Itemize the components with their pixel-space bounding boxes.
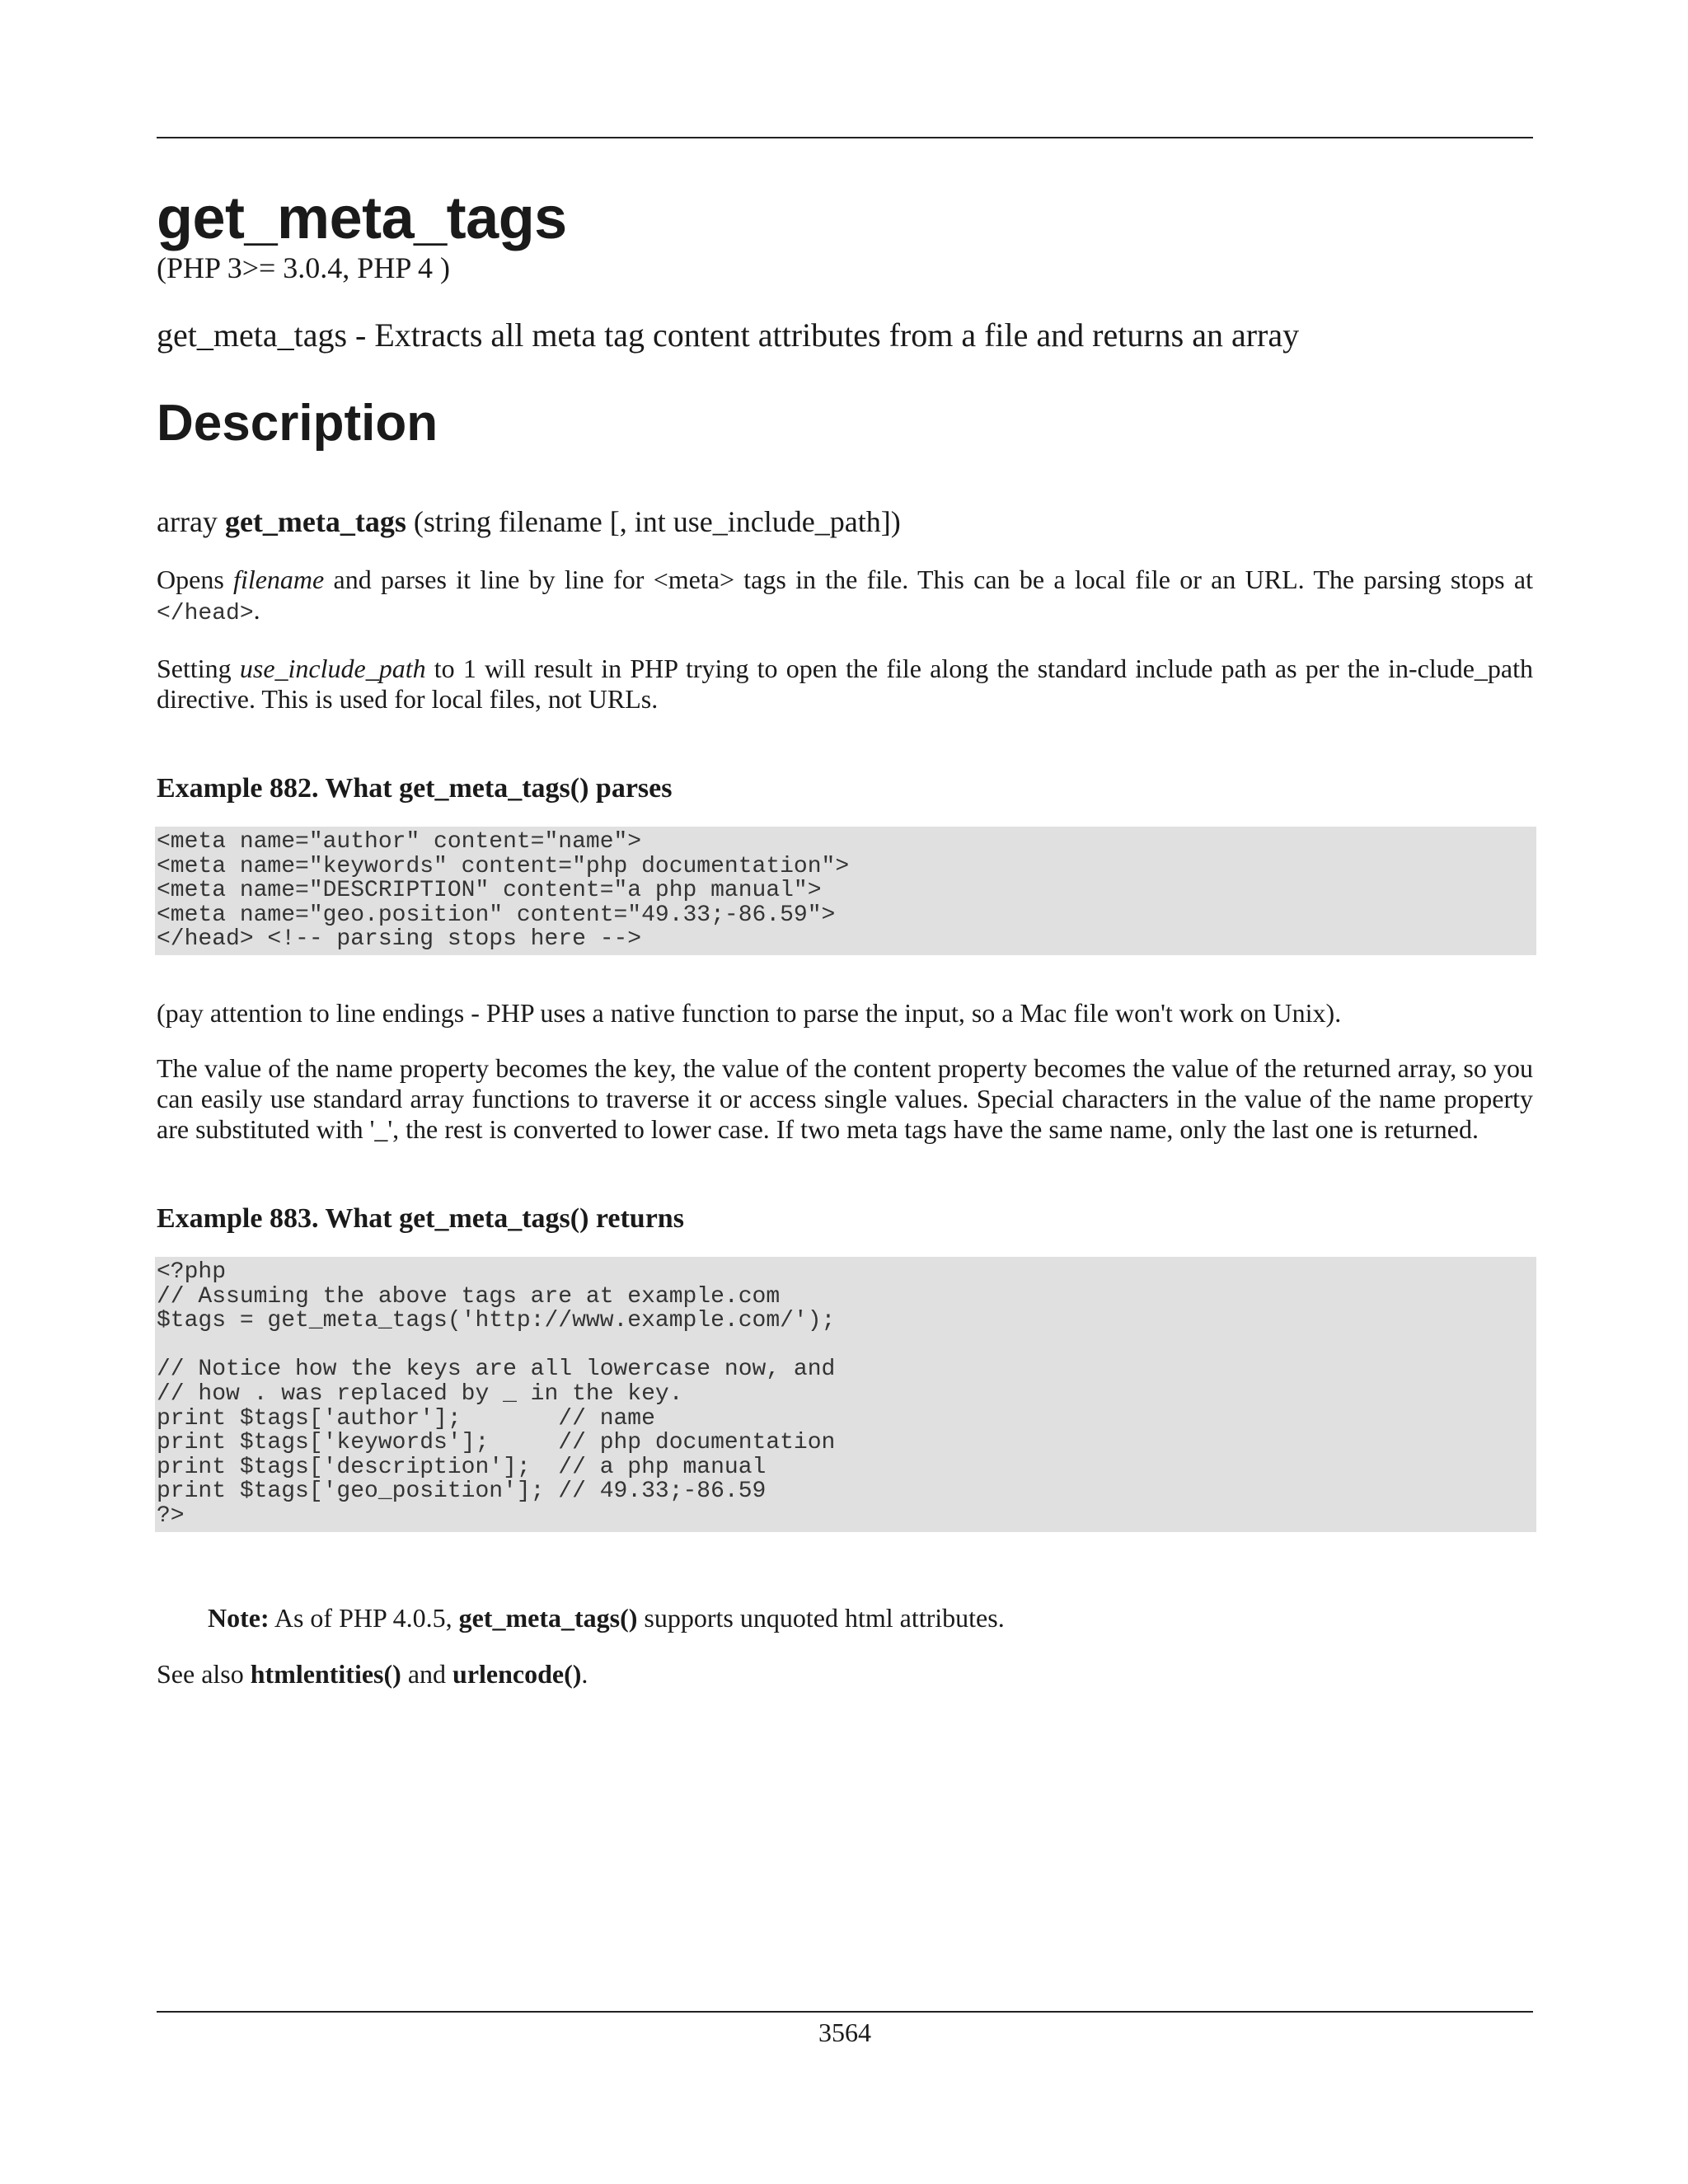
return-value-paragraph: The value of the name property becomes the key, the value of the content property becomes the value of the returned array, so you can easily use standard array functions to traverse it or access single values. Special characters in the value of the name property are substituted with '_', the rest is converted to lower case. If two meta tags have the same name, only the last one is returned. [157,1052,1533,1144]
function-purpose: get_meta_tags - Extracts all meta tag content attributes from a file and returns an array [157,316,1300,354]
version-info: (PHP 3>= 3.0.4, PHP 4 ) [157,251,450,284]
note-label: Note: [208,1602,270,1633]
para1-text-a: Opens [157,565,234,594]
see-also-link-htmlentities[interactable]: htmlentities() [250,1658,401,1689]
description-paragraph-1 [157,565,1533,629]
example-883-title: Example 883. What get_meta_tags() returns [157,1202,684,1234]
example-882-code: <meta name="author" content="name"> <meta name="keywords" content="php documentation"> <meta name="DESCRIPTION" content="a php manual"> <meta name="geo.position" content="49.33;-86.59"> </head> <!-- parsing stops here --> [155,827,1536,955]
see-also-text-c: . [581,1658,588,1689]
line-endings-paragraph: (pay attention to line endings - PHP uses a native function to parse the input, so a Mac file won't work on Unix). [157,997,1342,1028]
document-page [157,0,1533,2184]
note-text-a: As of PHP 4.0.5, [269,1602,459,1633]
description-paragraph-2 [157,654,1533,715]
function-synopsis [157,504,1533,540]
note-text-b: supports unquoted html attributes. [637,1602,1005,1633]
description-heading: Description [157,395,438,452]
page-number: 3564 [818,2018,871,2047]
page-content [157,185,1533,1690]
see-also-text-b: and [401,1658,453,1689]
synopsis-function-name: get_meta_tags [224,505,406,538]
see-also-text-a: See also [157,1658,251,1689]
function-title: get_meta_tags [157,185,567,251]
para2-text-a: Setting [157,654,240,683]
note-paragraph [208,1601,1533,1634]
param-use-include-path: use_include_path [239,654,426,683]
see-also-paragraph [157,1657,1533,1690]
para1-text-b: and parses it line by line for <meta> tags in the file. This can be a local file or an URL. The parsing stops at [324,565,1534,594]
example-882-title: Example 882. What get_meta_tags() parses [157,773,673,804]
synopsis-params: (string filename [, int use_include_path]) [406,505,901,538]
synopsis-return-type: array [157,505,225,538]
see-also-link-urlencode[interactable]: urlencode() [452,1658,582,1689]
para1-text-c: . [253,595,260,625]
note-function-name: get_meta_tags() [458,1602,638,1633]
param-filename: filename [233,565,325,594]
para2-text-b: to 1 will result in PHP trying to open the file along the standard include path as per the in-clude_path directive. This is used for local files, not URLs. [157,654,1534,714]
inline-code-head: </head> [157,601,254,626]
header-rule [157,137,1533,138]
example-883-code: <?php // Assuming the above tags are at example.com $tags = get_meta_tags('http://www.example.com/'); // Notice how the keys are all lowercase now, and // how . was replaced by _ in the key. print $tags['author']; // name print $tags['keywords']; // php documentation print $tags['description']; // a php manual print $tags['geo_position']; // 49.33;-86.59 ?> [155,1257,1536,1532]
footer-rule [157,2011,1533,2013]
